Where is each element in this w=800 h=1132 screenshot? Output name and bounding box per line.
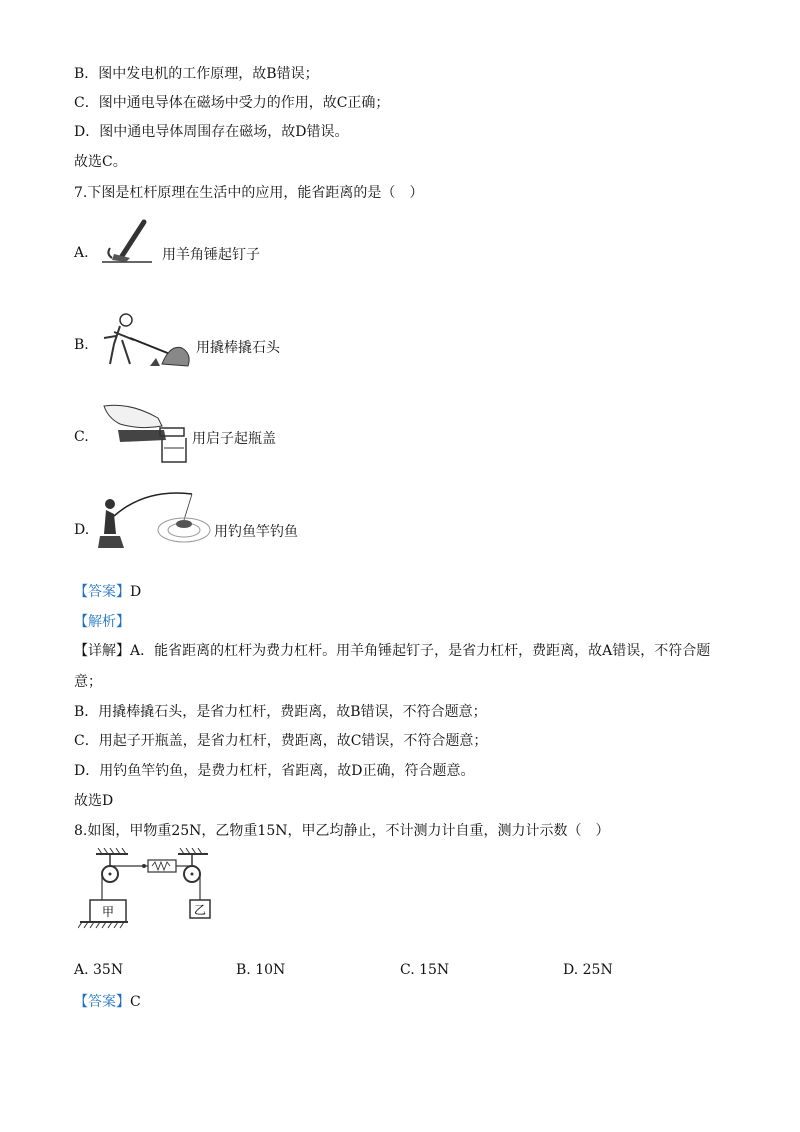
crowbar-icon [100,310,195,370]
detail-line: B．用撬棒撬石头，是省力杠杆，费距离，故B错误，不符合题意； [74,704,487,720]
pulley-spring-scale-icon [78,848,216,932]
answer-tag: 【答案】 [74,584,130,600]
choice-b: B. 10N [236,962,286,978]
answer-line [74,992,141,1012]
option-a-label: A. [74,245,89,261]
option-b-label: B. [74,337,89,353]
text-line: B．图中发电机的工作原理，故B错误； [74,66,319,82]
claw-hammer-icon [100,218,156,266]
choice-d: D. 25N [563,962,613,978]
answer-value: C [130,994,141,1010]
option-c-text: 用启子起瓶盖 [192,431,276,447]
text-line: C．图中通电导体在磁场中受力的作用，故C正确； [74,95,390,111]
option-c-label: C. [74,429,89,445]
analysis-tag: 【解析】 [74,614,130,630]
conclusion-line: 故选D [74,793,114,809]
choice-a: A. 35N [74,962,124,978]
choice-c: C. 15N [400,962,450,978]
text-line: 故选C。 [74,154,127,170]
text-line: D．图中通电导体周围存在磁场，故D错误。 [74,124,349,140]
bottle-opener-icon [100,400,190,466]
detail-text: A．能省距离的杠杆为费力杠杆。用羊角锤起钉子，是省力杠杆，费距离，故A错误，不符合题 [130,643,711,659]
option-b-text: 用撬棒撬石头 [196,340,280,356]
answer-tag: 【答案】 [74,994,130,1010]
detail-line: C．用起子开瓶盖，是省力杠杆，费距离，故C错误，不符合题意； [74,733,488,749]
answer-value: D [130,584,142,600]
option-d-label: D. [74,522,90,538]
option-a-text: 用羊角锤起钉子 [162,247,260,263]
option-d-text: 用钓鱼竿钓鱼 [214,524,298,540]
question-8-stem: 8.如图，甲物重25N，乙物重15N，甲乙均静止，不计测力计自重，测力计示数（ ） [74,823,610,839]
detail-line: 意； [74,674,102,690]
block-jia-label: 甲 [101,905,115,919]
detail-line [74,641,710,661]
detail-tag: 【详解】 [74,643,130,659]
detail-line: D．用钓鱼竿钓鱼，是费力杠杆，省距离，故D正确，符合题意。 [74,763,475,779]
block-yi-label: 乙 [193,903,207,917]
question-7-stem: 7.下图是杠杆原理在生活中的应用，能省距离的是（ ） [74,185,424,201]
answer-line [74,582,141,602]
fishing-rod-icon [96,486,212,554]
